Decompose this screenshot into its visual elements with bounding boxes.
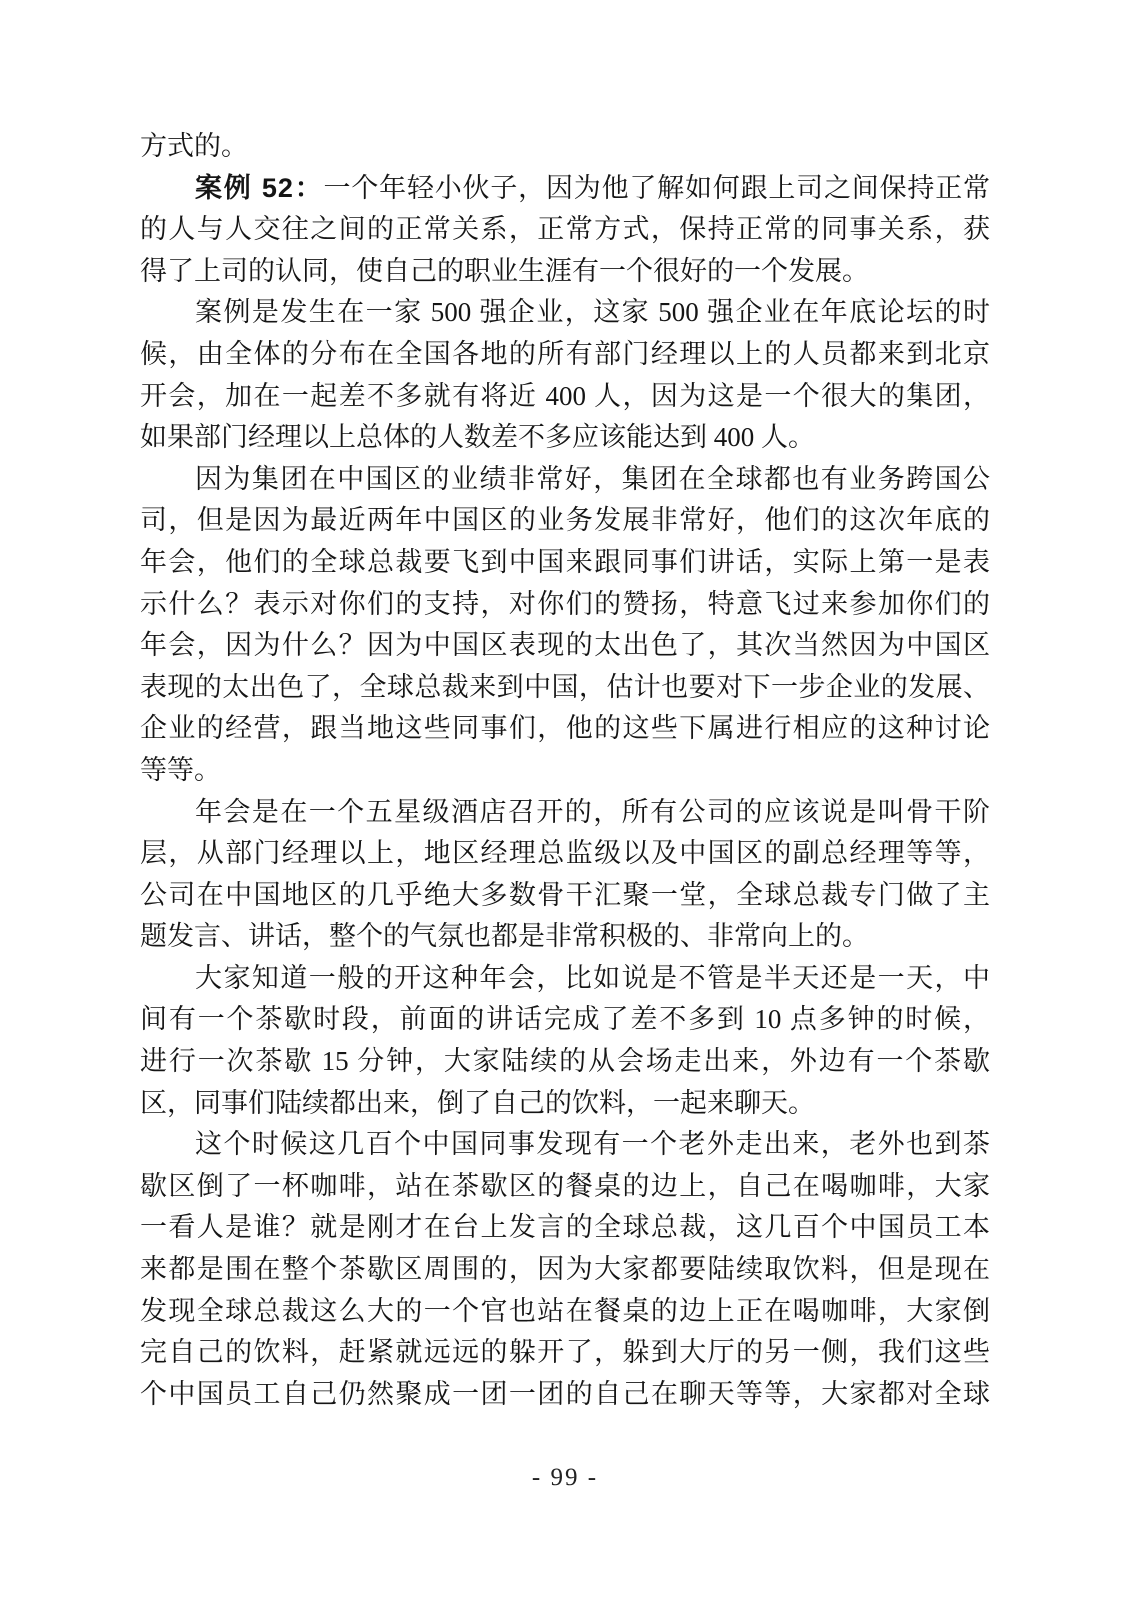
text-line: 方式的。 xyxy=(140,131,248,161)
text-line: 司，但是因为最近两年中国区的业务发展非常好，他们的这次年底的 xyxy=(140,505,990,536)
paragraph xyxy=(140,168,990,293)
text-line: 这个时候这几百个中国同事发现有一个老外走出来，老外也到茶 xyxy=(195,1129,990,1160)
text-line: 完自己的饮料，赶紧就远远的躲开了，躲到大厅的另一侧，我们这些 xyxy=(140,1337,990,1368)
text-line: 一看人是谁？就是刚才在台上发言的全球总裁，这几百个中国员工本 xyxy=(140,1212,990,1243)
text-line: 案例 52：一个年轻小伙子，因为他了解如何跟上司之间保持正常 xyxy=(195,172,990,203)
case-number-label: 案例 52： xyxy=(195,172,324,203)
text-line: 发现全球总裁这么大的一个官也站在餐桌的边上正在喝咖啡，大家倒 xyxy=(140,1295,990,1326)
paragraph xyxy=(140,126,990,168)
text-line: 开会，加在一起差不多就有将近 400 人，因为这是一个很大的集团， xyxy=(140,380,990,411)
text-line: 来都是围在整个茶歇区周围的，因为大家都要陆续取饮料，但是现在 xyxy=(140,1254,990,1285)
text-line: 的人与人交往之间的正常关系，正常方式，保持正常的同事关系，获 xyxy=(140,214,990,245)
text-line: 表现的太出色了，全球总裁来到中国，估计也要对下一步企业的发展、 xyxy=(140,671,990,702)
text-line: 公司在中国地区的几乎绝大多数骨干汇聚一堂，全球总裁专门做了主 xyxy=(140,879,990,910)
document-body xyxy=(140,126,990,1415)
text-line: 得了上司的认同，使自己的职业生涯有一个很好的一个发展。 xyxy=(140,255,869,286)
paragraph xyxy=(140,958,990,1124)
paragraph xyxy=(140,1124,990,1415)
text-line: 如果部门经理以上总体的人数差不多应该能达到 400 人。 xyxy=(140,422,815,453)
page-number: - 99 - xyxy=(531,1464,599,1491)
text-line: 示什么？表示对你们的支持，对你们的赞扬，特意飞过来参加你们的 xyxy=(140,588,990,619)
text-line: 题发言、讲话，整个的气氛也都是非常积极的、非常向上的。 xyxy=(140,921,869,952)
text-line: 间有一个茶歇时段，前面的讲话完成了差不多到 10 点多钟的时候， xyxy=(140,1004,990,1035)
text-line: 案例是发生在一家 500 强企业，这家 500 强企业在年底论坛的时 xyxy=(195,297,990,328)
text-line: 候，由全体的分布在全国各地的所有部门经理以上的人员都来到北京 xyxy=(140,338,990,369)
text-line: 进行一次茶歇 15 分钟，大家陆续的从会场走出来，外边有一个茶歇 xyxy=(140,1046,990,1077)
text-line: 大家知道一般的开这种年会，比如说是不管是半天还是一天，中 xyxy=(195,962,990,993)
text-line: 企业的经营，跟当地这些同事们，他的这些下属进行相应的这种讨论 xyxy=(140,713,990,744)
text-line: 层，从部门经理以上，地区经理总监级以及中国区的副总经理等等， xyxy=(140,838,990,869)
text-line: 年会是在一个五星级酒店召开的，所有公司的应该说是叫骨干阶 xyxy=(195,796,990,827)
text-line: 等等。 xyxy=(140,754,221,785)
text-line: 年会，因为什么？因为中国区表现的太出色了，其次当然因为中国区 xyxy=(140,630,990,661)
paragraph xyxy=(140,459,990,792)
text-line: 歇区倒了一杯咖啡，站在茶歇区的餐桌的边上，自己在喝咖啡，大家 xyxy=(140,1170,990,1201)
paragraph xyxy=(140,292,990,458)
text-line: 个中国员工自己仍然聚成一团一团的自己在聊天等等，大家都对全球 xyxy=(140,1378,990,1409)
paragraph xyxy=(140,792,990,958)
text-line: 因为集团在中国区的业绩非常好，集团在全球都也有业务跨国公 xyxy=(195,463,990,494)
text-line: 年会，他们的全球总裁要飞到中国来跟同事们讲话，实际上第一是表 xyxy=(140,546,990,577)
text-line: 区，同事们陆续都出来，倒了自己的饮料，一起来聊天。 xyxy=(140,1087,815,1118)
